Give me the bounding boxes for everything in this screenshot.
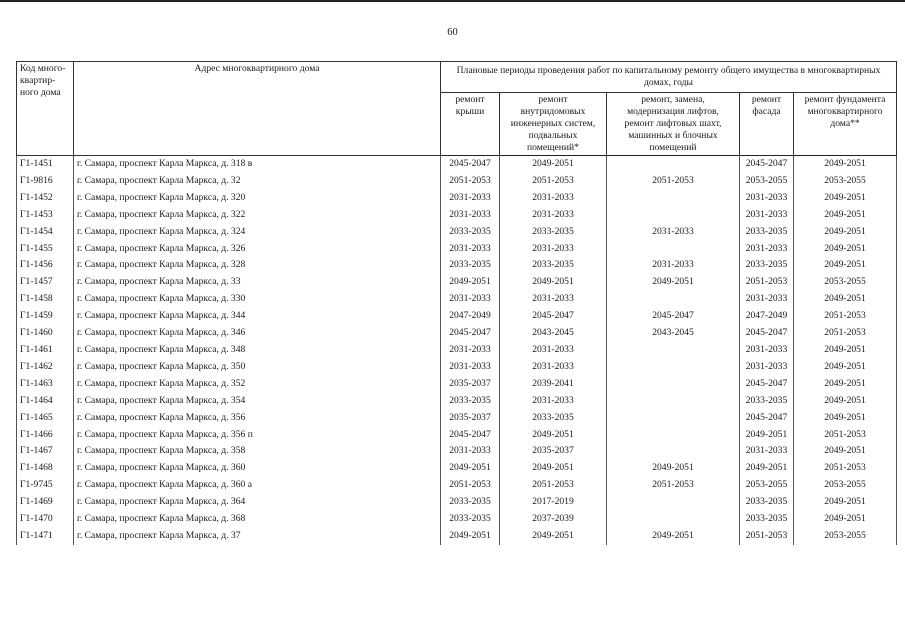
row-elevators: 2051-2053 [607, 173, 740, 190]
row-engineering: 2031-2033 [500, 342, 607, 359]
row-facade: 2051-2053 [740, 274, 794, 291]
row-elevators: 2049-2051 [607, 460, 740, 477]
row-code: Г1-1467 [17, 443, 74, 460]
row-roof: 2049-2051 [441, 274, 500, 291]
row-address: г. Самара, проспект Карла Маркса, д. 358 [74, 443, 441, 460]
row-engineering: 2037-2039 [500, 511, 607, 528]
row-facade: 2031-2033 [740, 443, 794, 460]
row-address: г. Самара, проспект Карла Маркса, д. 346 [74, 325, 441, 342]
table-row [17, 156, 897, 173]
row-facade: 2031-2033 [740, 207, 794, 224]
row-foundation: 2053-2055 [794, 173, 897, 190]
row-engineering: 2049-2051 [500, 460, 607, 477]
row-roof: 2031-2033 [441, 207, 500, 224]
row-foundation: 2049-2051 [794, 359, 897, 376]
row-roof: 2031-2033 [441, 443, 500, 460]
top-rule [0, 0, 905, 2]
row-facade: 2033-2035 [740, 494, 794, 511]
row-code: Г1-1451 [17, 156, 74, 173]
row-code: Г1-1458 [17, 291, 74, 308]
table-row [17, 308, 897, 325]
row-engineering: 2033-2035 [500, 257, 607, 274]
row-facade: 2045-2047 [740, 410, 794, 427]
row-address: г. Самара, проспект Карла Маркса, д. 360 а [74, 477, 441, 494]
table-row [17, 376, 897, 393]
row-facade: 2045-2047 [740, 376, 794, 393]
row-engineering: 2039-2041 [500, 376, 607, 393]
row-address: г. Самара, проспект Карла Маркса, д. 322 [74, 207, 441, 224]
row-address: г. Самара, проспект Карла Маркса, д. 318 в [74, 156, 441, 173]
row-engineering: 2045-2047 [500, 308, 607, 325]
row-address: г. Самара, проспект Карла Маркса, д. 350 [74, 359, 441, 376]
row-elevators: 2049-2051 [607, 274, 740, 291]
row-roof: 2031-2033 [441, 359, 500, 376]
row-foundation: 2049-2051 [794, 224, 897, 241]
row-foundation: 2049-2051 [794, 257, 897, 274]
row-facade: 2045-2047 [740, 325, 794, 342]
row-facade: 2033-2035 [740, 511, 794, 528]
row-code: Г1-9816 [17, 173, 74, 190]
table-row [17, 477, 897, 494]
row-elevators: 2045-2047 [607, 308, 740, 325]
row-facade: 2051-2053 [740, 528, 794, 545]
row-code: Г1-1459 [17, 308, 74, 325]
row-engineering: 2033-2035 [500, 224, 607, 241]
row-foundation: 2049-2051 [794, 342, 897, 359]
row-roof: 2045-2047 [441, 156, 500, 173]
table-row [17, 511, 897, 528]
table-row [17, 359, 897, 376]
row-facade: 2031-2033 [740, 190, 794, 207]
table-row [17, 274, 897, 291]
row-foundation: 2051-2053 [794, 308, 897, 325]
row-foundation: 2049-2051 [794, 207, 897, 224]
row-code: Г1-1461 [17, 342, 74, 359]
row-facade: 2031-2033 [740, 241, 794, 258]
row-facade: 2053-2055 [740, 477, 794, 494]
row-roof: 2033-2035 [441, 393, 500, 410]
row-facade: 2049-2051 [740, 460, 794, 477]
row-facade: 2053-2055 [740, 173, 794, 190]
row-code: Г1-1457 [17, 274, 74, 291]
row-elevators [607, 443, 740, 460]
repair-schedule-table [16, 61, 897, 545]
row-elevators [607, 241, 740, 258]
row-elevators: 2031-2033 [607, 257, 740, 274]
page-number: 60 [447, 27, 458, 38]
table-body [17, 156, 897, 545]
row-address: г. Самара, проспект Карла Маркса, д. 354 [74, 393, 441, 410]
row-foundation: 2051-2053 [794, 427, 897, 444]
row-address: г. Самара, проспект Карла Маркса, д. 356 п [74, 427, 441, 444]
row-roof: 2035-2037 [441, 410, 500, 427]
row-code: Г1-1456 [17, 257, 74, 274]
row-elevators [607, 427, 740, 444]
row-elevators: 2049-2051 [607, 528, 740, 545]
row-elevators [607, 494, 740, 511]
row-address: г. Самара, проспект Карла Маркса, д. 352 [74, 376, 441, 393]
row-address: г. Самара, проспект Карла Маркса, д. 360 [74, 460, 441, 477]
row-roof: 2051-2053 [441, 173, 500, 190]
row-address: г. Самара, проспект Карла Маркса, д. 328 [74, 257, 441, 274]
table-row [17, 410, 897, 427]
row-roof: 2033-2035 [441, 494, 500, 511]
row-foundation: 2049-2051 [794, 241, 897, 258]
row-code: Г1-1463 [17, 376, 74, 393]
row-address: г. Самара, проспект Карла Маркса, д. 326 [74, 241, 441, 258]
row-code: Г1-1453 [17, 207, 74, 224]
row-engineering: 2031-2033 [500, 190, 607, 207]
row-roof: 2049-2051 [441, 528, 500, 545]
row-code: Г1-1469 [17, 494, 74, 511]
row-engineering: 2031-2033 [500, 207, 607, 224]
row-code: Г1-1455 [17, 241, 74, 258]
header-engineering: ремонт внутридомовых инженерных систем, подвальных помещений* [500, 93, 607, 156]
row-roof: 2031-2033 [441, 241, 500, 258]
row-engineering: 2031-2033 [500, 291, 607, 308]
row-facade: 2031-2033 [740, 359, 794, 376]
row-roof: 2033-2035 [441, 511, 500, 528]
row-code: Г1-9745 [17, 477, 74, 494]
row-address: г. Самара, проспект Карла Маркса, д. 348 [74, 342, 441, 359]
row-foundation: 2049-2051 [794, 410, 897, 427]
row-engineering: 2031-2033 [500, 393, 607, 410]
table-row [17, 207, 897, 224]
table-row [17, 443, 897, 460]
row-engineering: 2043-2045 [500, 325, 607, 342]
row-address: г. Самара, проспект Карла Маркса, д. 364 [74, 494, 441, 511]
header-address: Адрес многоквартирного дома [74, 62, 441, 156]
table-row [17, 224, 897, 241]
table-row [17, 325, 897, 342]
table-row [17, 494, 897, 511]
row-address: г. Самара, проспект Карла Маркса, д. 37 [74, 528, 441, 545]
row-foundation: 2049-2051 [794, 190, 897, 207]
table-row [17, 342, 897, 359]
row-engineering: 2051-2053 [500, 477, 607, 494]
row-roof: 2049-2051 [441, 460, 500, 477]
row-code: Г1-1466 [17, 427, 74, 444]
row-foundation: 2049-2051 [794, 376, 897, 393]
row-foundation: 2049-2051 [794, 291, 897, 308]
table-row [17, 190, 897, 207]
table-row [17, 173, 897, 190]
row-roof: 2035-2037 [441, 376, 500, 393]
row-code: Г1-1462 [17, 359, 74, 376]
row-facade: 2049-2051 [740, 427, 794, 444]
row-engineering: 2049-2051 [500, 274, 607, 291]
row-elevators [607, 359, 740, 376]
row-facade: 2045-2047 [740, 156, 794, 173]
table-row [17, 460, 897, 477]
row-roof: 2031-2033 [441, 291, 500, 308]
row-roof: 2031-2033 [441, 342, 500, 359]
row-address: г. Самара, проспект Карла Маркса, д. 368 [74, 511, 441, 528]
row-code: Г1-1471 [17, 528, 74, 545]
row-elevators [607, 342, 740, 359]
row-elevators [607, 291, 740, 308]
header-elevators: ремонт, замена, модернизация лифтов, ремонт лифтовых шахт, машинных и блочных помещений [607, 93, 740, 156]
table-row [17, 427, 897, 444]
row-code: Г1-1465 [17, 410, 74, 427]
table-row [17, 257, 897, 274]
row-roof: 2047-2049 [441, 308, 500, 325]
row-foundation: 2049-2051 [794, 511, 897, 528]
row-elevators [607, 207, 740, 224]
row-roof: 2045-2047 [441, 427, 500, 444]
row-foundation: 2051-2053 [794, 325, 897, 342]
row-elevators: 2043-2045 [607, 325, 740, 342]
row-address: г. Самара, проспект Карла Маркса, д. 330 [74, 291, 441, 308]
row-elevators [607, 376, 740, 393]
row-foundation: 2053-2055 [794, 274, 897, 291]
table-row [17, 393, 897, 410]
row-roof: 2033-2035 [441, 257, 500, 274]
row-code: Г1-1464 [17, 393, 74, 410]
row-engineering: 2049-2051 [500, 427, 607, 444]
row-elevators [607, 410, 740, 427]
row-engineering: 2033-2035 [500, 410, 607, 427]
row-elevators [607, 393, 740, 410]
row-foundation: 2049-2051 [794, 443, 897, 460]
row-code: Г1-1470 [17, 511, 74, 528]
row-foundation: 2053-2055 [794, 528, 897, 545]
row-engineering: 2031-2033 [500, 359, 607, 376]
row-address: г. Самара, проспект Карла Маркса, д. 320 [74, 190, 441, 207]
row-facade: 2031-2033 [740, 342, 794, 359]
row-code: Г1-1452 [17, 190, 74, 207]
row-facade: 2033-2035 [740, 257, 794, 274]
row-engineering: 2035-2037 [500, 443, 607, 460]
row-facade: 2033-2035 [740, 393, 794, 410]
row-engineering: 2049-2051 [500, 156, 607, 173]
row-elevators: 2031-2033 [607, 224, 740, 241]
row-elevators [607, 156, 740, 173]
row-foundation: 2051-2053 [794, 460, 897, 477]
row-elevators [607, 190, 740, 207]
row-facade: 2031-2033 [740, 291, 794, 308]
row-facade: 2047-2049 [740, 308, 794, 325]
row-engineering: 2049-2051 [500, 528, 607, 545]
row-elevators: 2051-2053 [607, 477, 740, 494]
header-foundation: ремонт фундамента многоквартирного дома** [794, 93, 897, 156]
table-row [17, 291, 897, 308]
row-engineering: 2051-2053 [500, 173, 607, 190]
header-facade: ремонт фасада [740, 93, 794, 156]
row-roof: 2033-2035 [441, 224, 500, 241]
row-foundation: 2053-2055 [794, 477, 897, 494]
row-code: Г1-1454 [17, 224, 74, 241]
row-address: г. Самара, проспект Карла Маркса, д. 32 [74, 173, 441, 190]
row-address: г. Самара, проспект Карла Маркса, д. 344 [74, 308, 441, 325]
row-code: Г1-1460 [17, 325, 74, 342]
row-roof: 2045-2047 [441, 325, 500, 342]
row-roof: 2031-2033 [441, 190, 500, 207]
table-row [17, 241, 897, 258]
row-roof: 2051-2053 [441, 477, 500, 494]
row-engineering: 2031-2033 [500, 241, 607, 258]
row-foundation: 2049-2051 [794, 156, 897, 173]
row-facade: 2033-2035 [740, 224, 794, 241]
row-elevators [607, 511, 740, 528]
row-address: г. Самара, проспект Карла Маркса, д. 33 [74, 274, 441, 291]
row-engineering: 2017-2019 [500, 494, 607, 511]
row-foundation: 2049-2051 [794, 494, 897, 511]
row-address: г. Самара, проспект Карла Маркса, д. 356 [74, 410, 441, 427]
row-foundation: 2049-2051 [794, 393, 897, 410]
row-code: Г1-1468 [17, 460, 74, 477]
header-roof: ремонт крыши [441, 93, 500, 156]
header-planned-periods: Плановые периоды проведения работ по капитальному ремонту общего имущества в многоквартирных домах, годы [441, 62, 897, 93]
table-row [17, 528, 897, 545]
header-code: Код много- квартир- ного дома [17, 62, 74, 156]
row-address: г. Самара, проспект Карла Маркса, д. 324 [74, 224, 441, 241]
